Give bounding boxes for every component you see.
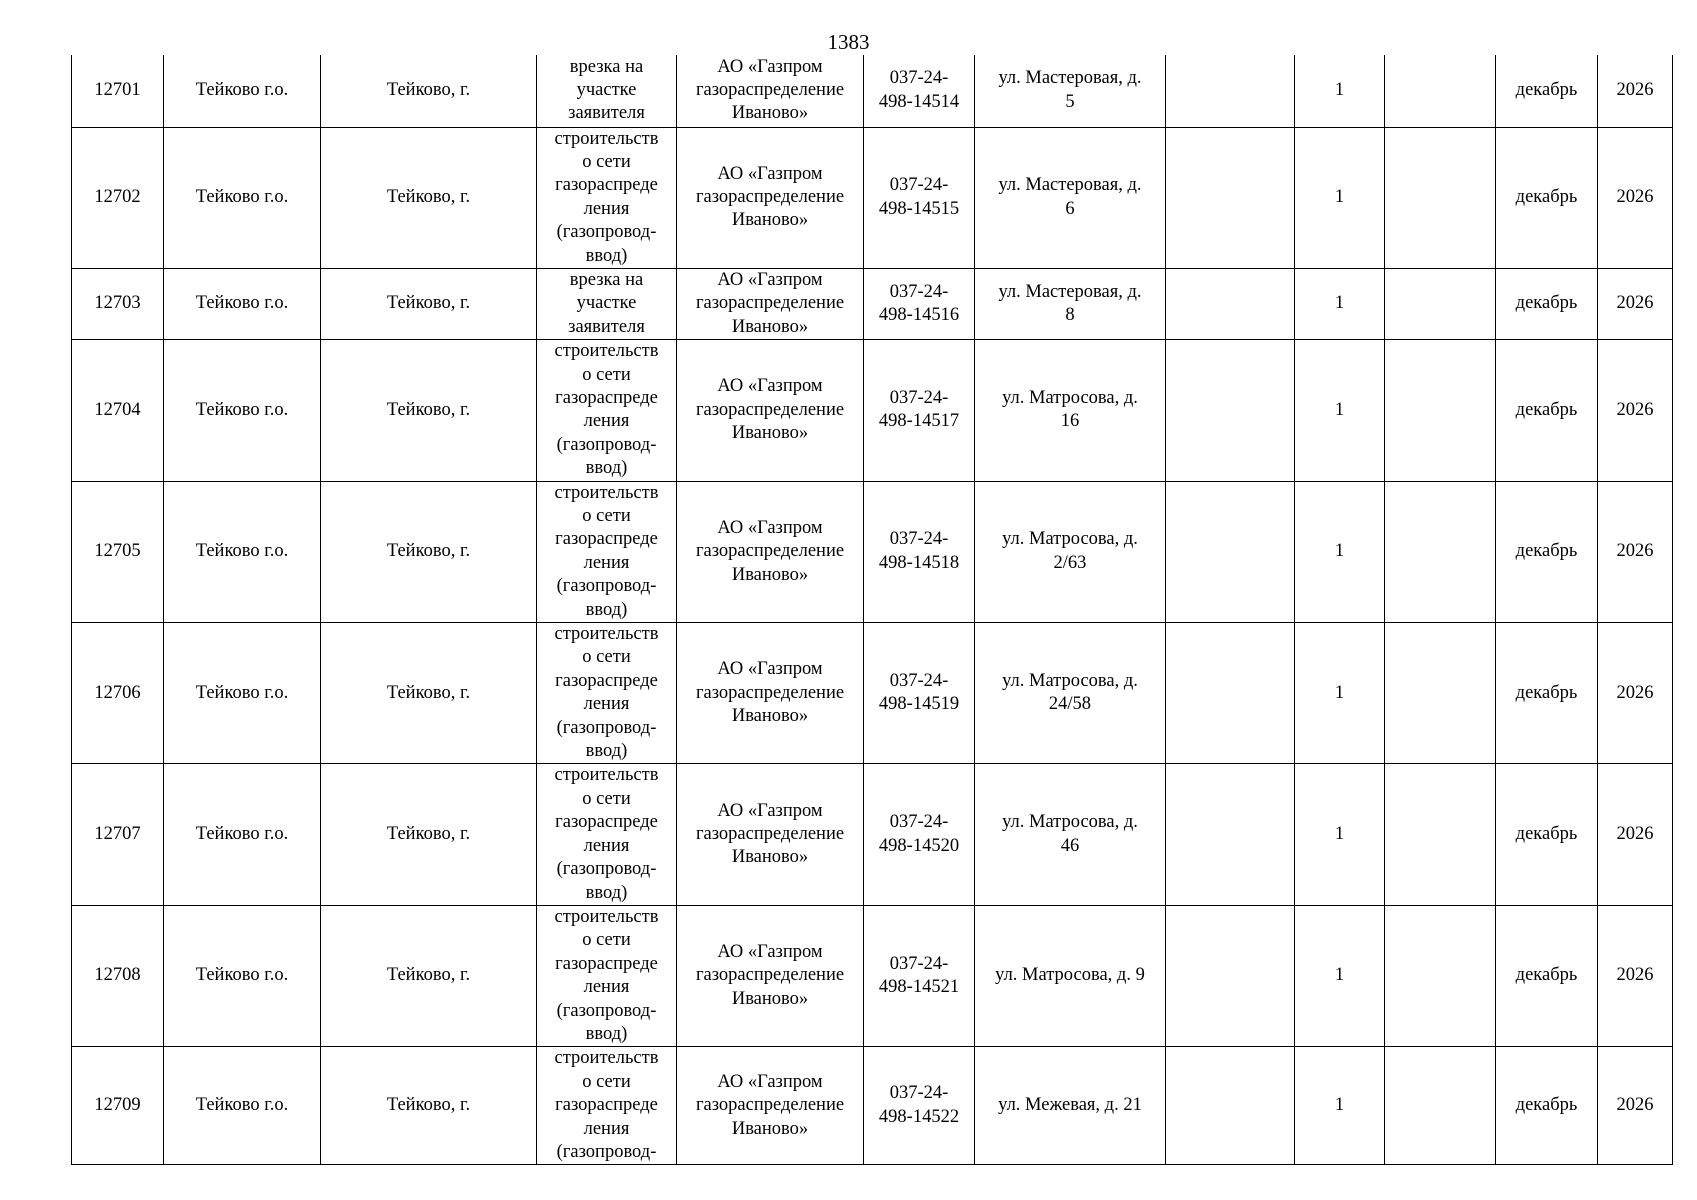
empty-cell — [1166, 623, 1295, 764]
locality-cell — [321, 1047, 537, 1165]
empty-cell — [1385, 268, 1496, 339]
address-cell — [975, 905, 1166, 1046]
district-cell — [164, 905, 321, 1046]
work-type-cell — [537, 481, 677, 622]
address-cell — [975, 481, 1166, 622]
empty-cell — [1385, 481, 1496, 622]
quantity-cell — [1295, 481, 1385, 622]
district-cell — [164, 340, 321, 481]
quantity-cell — [1295, 55, 1385, 127]
empty-cell — [1385, 127, 1496, 268]
month-cell — [1496, 764, 1598, 905]
work-type-cell — [537, 1047, 677, 1165]
work-type-cell — [537, 340, 677, 481]
organization: АО «Газпром газораспределение Иваново» — [695, 517, 845, 585]
locality: Тейково, г. — [386, 187, 471, 208]
locality: Тейково, г. — [386, 293, 471, 314]
row-number: 12707 — [94, 823, 141, 844]
application-code-cell — [864, 127, 975, 268]
application-code-cell — [864, 623, 975, 764]
district: Тейково г.о. — [195, 965, 289, 986]
locality: Тейково, г. — [386, 823, 471, 844]
district: Тейково г.о. — [195, 399, 289, 420]
row-number-cell — [72, 55, 164, 127]
month: декабрь — [1515, 541, 1578, 562]
organization-cell — [677, 905, 864, 1046]
month: декабрь — [1515, 399, 1578, 420]
address: ул. Мастеровая, д. 8 — [998, 281, 1142, 326]
quantity-cell — [1295, 764, 1385, 905]
application-code: 037-24- 498-14522 — [878, 1083, 960, 1127]
month-cell — [1496, 55, 1598, 127]
quantity: 1 — [1334, 823, 1345, 844]
quantity: 1 — [1334, 399, 1345, 420]
work-type: врезка на участке заявителя — [568, 269, 645, 337]
quantity: 1 — [1334, 187, 1345, 208]
table-row — [72, 623, 1673, 764]
organization-cell — [677, 764, 864, 905]
quantity-cell — [1295, 905, 1385, 1046]
quantity: 1 — [1334, 293, 1345, 314]
locality-cell — [321, 268, 537, 339]
month-cell — [1496, 268, 1598, 339]
application-code: 037-24- 498-14516 — [878, 281, 960, 326]
table-row — [72, 55, 1673, 127]
application-code: 037-24- 498-14521 — [878, 953, 960, 998]
empty-cell — [1166, 764, 1295, 905]
organization: АО «Газпром газораспределение Иваново» — [695, 376, 845, 444]
empty-cell — [1166, 481, 1295, 622]
month-cell — [1496, 481, 1598, 622]
application-code: 037-24- 498-14515 — [878, 175, 960, 219]
quantity-cell — [1295, 1047, 1385, 1165]
empty-cell — [1385, 340, 1496, 481]
address-cell — [975, 623, 1166, 764]
work-type: врезка на участке заявителя — [568, 56, 645, 124]
organization-cell — [677, 127, 864, 268]
locality: Тейково, г. — [386, 399, 471, 420]
locality-cell — [321, 340, 537, 481]
table-row — [72, 340, 1673, 481]
month: декабрь — [1515, 187, 1578, 208]
organization: АО «Газпром газораспределение Иваново» — [695, 269, 845, 337]
empty-cell — [1166, 127, 1295, 268]
district-cell — [164, 127, 321, 268]
quantity: 1 — [1334, 1095, 1345, 1116]
work-type-cell — [537, 268, 677, 339]
district-cell — [164, 55, 321, 127]
month-cell — [1496, 1047, 1598, 1165]
row-number: 12709 — [94, 1095, 141, 1116]
table-row — [72, 764, 1673, 905]
locality: Тейково, г. — [386, 1095, 471, 1116]
quantity-cell — [1295, 127, 1385, 268]
quantity: 1 — [1334, 541, 1345, 562]
year-cell — [1598, 623, 1673, 764]
month: декабрь — [1515, 965, 1578, 986]
quantity-cell — [1295, 268, 1385, 339]
year: 2026 — [1616, 823, 1654, 844]
organization-cell — [677, 481, 864, 622]
locality: Тейково, г. — [386, 80, 471, 101]
work-type: строительств о сети газораспреде ления (газопровод- ввод) — [554, 906, 659, 1044]
organization-cell — [677, 340, 864, 481]
year: 2026 — [1616, 293, 1654, 314]
table-row — [72, 127, 1673, 268]
row-number: 12706 — [94, 682, 141, 703]
year-cell — [1598, 481, 1673, 622]
district: Тейково г.о. — [195, 80, 289, 101]
application-code: 037-24- 498-14520 — [878, 812, 960, 856]
year: 2026 — [1616, 541, 1654, 562]
work-type: строительств о сети газораспреде ления (газопровод- ввод) — [554, 482, 659, 620]
address: ул. Матросова, д. 24/58 — [1002, 670, 1138, 715]
application-code: 037-24- 498-14517 — [878, 387, 960, 432]
table-row — [72, 905, 1673, 1046]
organization-cell — [677, 55, 864, 127]
table-row — [72, 481, 1673, 622]
gas-connection-table — [71, 55, 1673, 1165]
year: 2026 — [1616, 187, 1654, 208]
organization-cell — [677, 623, 864, 764]
empty-cell — [1166, 905, 1295, 1046]
locality-cell — [321, 905, 537, 1046]
work-type: строительств о сети газораспреде ления (газопровод- ввод) — [554, 128, 659, 266]
district-cell — [164, 481, 321, 622]
row-number-cell — [72, 268, 164, 339]
district-cell — [164, 268, 321, 339]
quantity-cell — [1295, 623, 1385, 764]
district-cell — [164, 764, 321, 905]
month: декабрь — [1515, 682, 1578, 703]
month-cell — [1496, 340, 1598, 481]
empty-cell — [1166, 340, 1295, 481]
empty-cell — [1385, 55, 1496, 127]
work-type-cell — [537, 623, 677, 764]
year-cell — [1598, 268, 1673, 339]
work-type-cell — [537, 55, 677, 127]
table-row — [72, 268, 1673, 339]
application-code-cell — [864, 340, 975, 481]
month: декабрь — [1515, 293, 1578, 314]
address-cell — [975, 340, 1166, 481]
district-cell — [164, 1047, 321, 1165]
quantity: 1 — [1334, 80, 1345, 101]
district: Тейково г.о. — [195, 293, 289, 314]
locality-cell — [321, 764, 537, 905]
application-code-cell — [864, 55, 975, 127]
organization: АО «Газпром газораспределение Иваново» — [695, 163, 845, 231]
work-type-cell — [537, 764, 677, 905]
work-type-cell — [537, 905, 677, 1046]
quantity-cell — [1295, 340, 1385, 481]
district: Тейково г.о. — [195, 541, 289, 562]
address-cell — [975, 764, 1166, 905]
locality-cell — [321, 623, 537, 764]
locality-cell — [321, 55, 537, 127]
page-number: 1383 — [827, 30, 870, 54]
address-cell — [975, 127, 1166, 268]
month: декабрь — [1515, 80, 1578, 101]
year-cell — [1598, 127, 1673, 268]
row-number-cell — [72, 1047, 164, 1165]
year: 2026 — [1616, 1095, 1654, 1116]
district: Тейково г.о. — [195, 823, 289, 844]
application-code-cell — [864, 905, 975, 1046]
row-number: 12708 — [94, 965, 141, 986]
organization: АО «Газпром газораспределение Иваново» — [695, 659, 845, 726]
empty-cell — [1166, 268, 1295, 339]
quantity: 1 — [1334, 965, 1345, 986]
year: 2026 — [1616, 682, 1654, 703]
year: 2026 — [1616, 80, 1654, 101]
address-cell — [975, 268, 1166, 339]
address: ул. Мастеровая, д. 6 — [998, 175, 1142, 219]
row-number: 12704 — [94, 399, 141, 420]
month-cell — [1496, 905, 1598, 1046]
month: декабрь — [1515, 1095, 1578, 1116]
district: Тейково г.о. — [195, 187, 289, 208]
address-cell — [975, 55, 1166, 127]
month-cell — [1496, 127, 1598, 268]
year: 2026 — [1616, 965, 1654, 986]
locality: Тейково, г. — [386, 541, 471, 562]
year: 2026 — [1616, 399, 1654, 420]
year-cell — [1598, 55, 1673, 127]
empty-cell — [1385, 623, 1496, 764]
work-type: строительств о сети газораспреде ления (газопровод- ввод) — [554, 765, 659, 903]
quantity: 1 — [1334, 682, 1345, 703]
application-code-cell — [864, 1047, 975, 1165]
organization-cell — [677, 268, 864, 339]
work-type: строительств о сети газораспреде ления (газопровод- ввод) — [554, 624, 659, 762]
work-type: строительств о сети газораспреде ления (газопровод- ввод) — [554, 341, 659, 479]
application-code: 037-24- 498-14514 — [878, 68, 960, 112]
address: ул. Мастеровая, д. 5 — [998, 68, 1142, 112]
row-number-cell — [72, 623, 164, 764]
application-code-cell — [864, 268, 975, 339]
application-code-cell — [864, 764, 975, 905]
locality-cell — [321, 481, 537, 622]
work-type: строительств о сети газораспреде ления (газопровод- — [554, 1048, 659, 1162]
row-number-cell — [72, 481, 164, 622]
row-number-cell — [72, 905, 164, 1046]
district: Тейково г.о. — [195, 682, 289, 703]
row-number: 12702 — [94, 187, 141, 208]
year-cell — [1598, 340, 1673, 481]
district: Тейково г.о. — [195, 1095, 289, 1116]
application-code: 037-24- 498-14518 — [878, 529, 960, 573]
locality: Тейково, г. — [386, 965, 471, 986]
organization: АО «Газпром газораспределение Иваново» — [695, 1071, 845, 1139]
row-number: 12701 — [94, 80, 141, 101]
row-number: 12703 — [94, 293, 141, 314]
empty-cell — [1166, 55, 1295, 127]
empty-cell — [1385, 905, 1496, 1046]
district-cell — [164, 623, 321, 764]
address: ул. Матросова, д. 16 — [1002, 387, 1138, 432]
row-number-cell — [72, 127, 164, 268]
empty-cell — [1385, 1047, 1496, 1165]
application-code: 037-24- 498-14519 — [878, 670, 960, 715]
address: ул. Матросова, д. 46 — [1002, 812, 1138, 856]
year-cell — [1598, 1047, 1673, 1165]
table-row — [72, 1047, 1673, 1165]
month-cell — [1496, 623, 1598, 764]
row-number-cell — [72, 340, 164, 481]
organization: АО «Газпром газораспределение Иваново» — [695, 56, 845, 124]
address-cell — [975, 1047, 1166, 1165]
address: ул. Матросова, д. 2/63 — [1002, 529, 1138, 573]
month: декабрь — [1515, 823, 1578, 844]
work-type-cell — [537, 127, 677, 268]
row-number-cell — [72, 764, 164, 905]
organization: АО «Газпром газораспределение Иваново» — [695, 800, 845, 868]
address: ул. Матросова, д. 9 — [995, 965, 1145, 986]
address: ул. Межевая, д. 21 — [998, 1095, 1142, 1116]
empty-cell — [1385, 764, 1496, 905]
year-cell — [1598, 764, 1673, 905]
row-number: 12705 — [94, 541, 141, 562]
locality-cell — [321, 127, 537, 268]
application-code-cell — [864, 481, 975, 622]
organization: АО «Газпром газораспределение Иваново» — [695, 942, 845, 1009]
organization-cell — [677, 1047, 864, 1165]
locality: Тейково, г. — [386, 682, 471, 703]
year-cell — [1598, 905, 1673, 1046]
empty-cell — [1166, 1047, 1295, 1165]
